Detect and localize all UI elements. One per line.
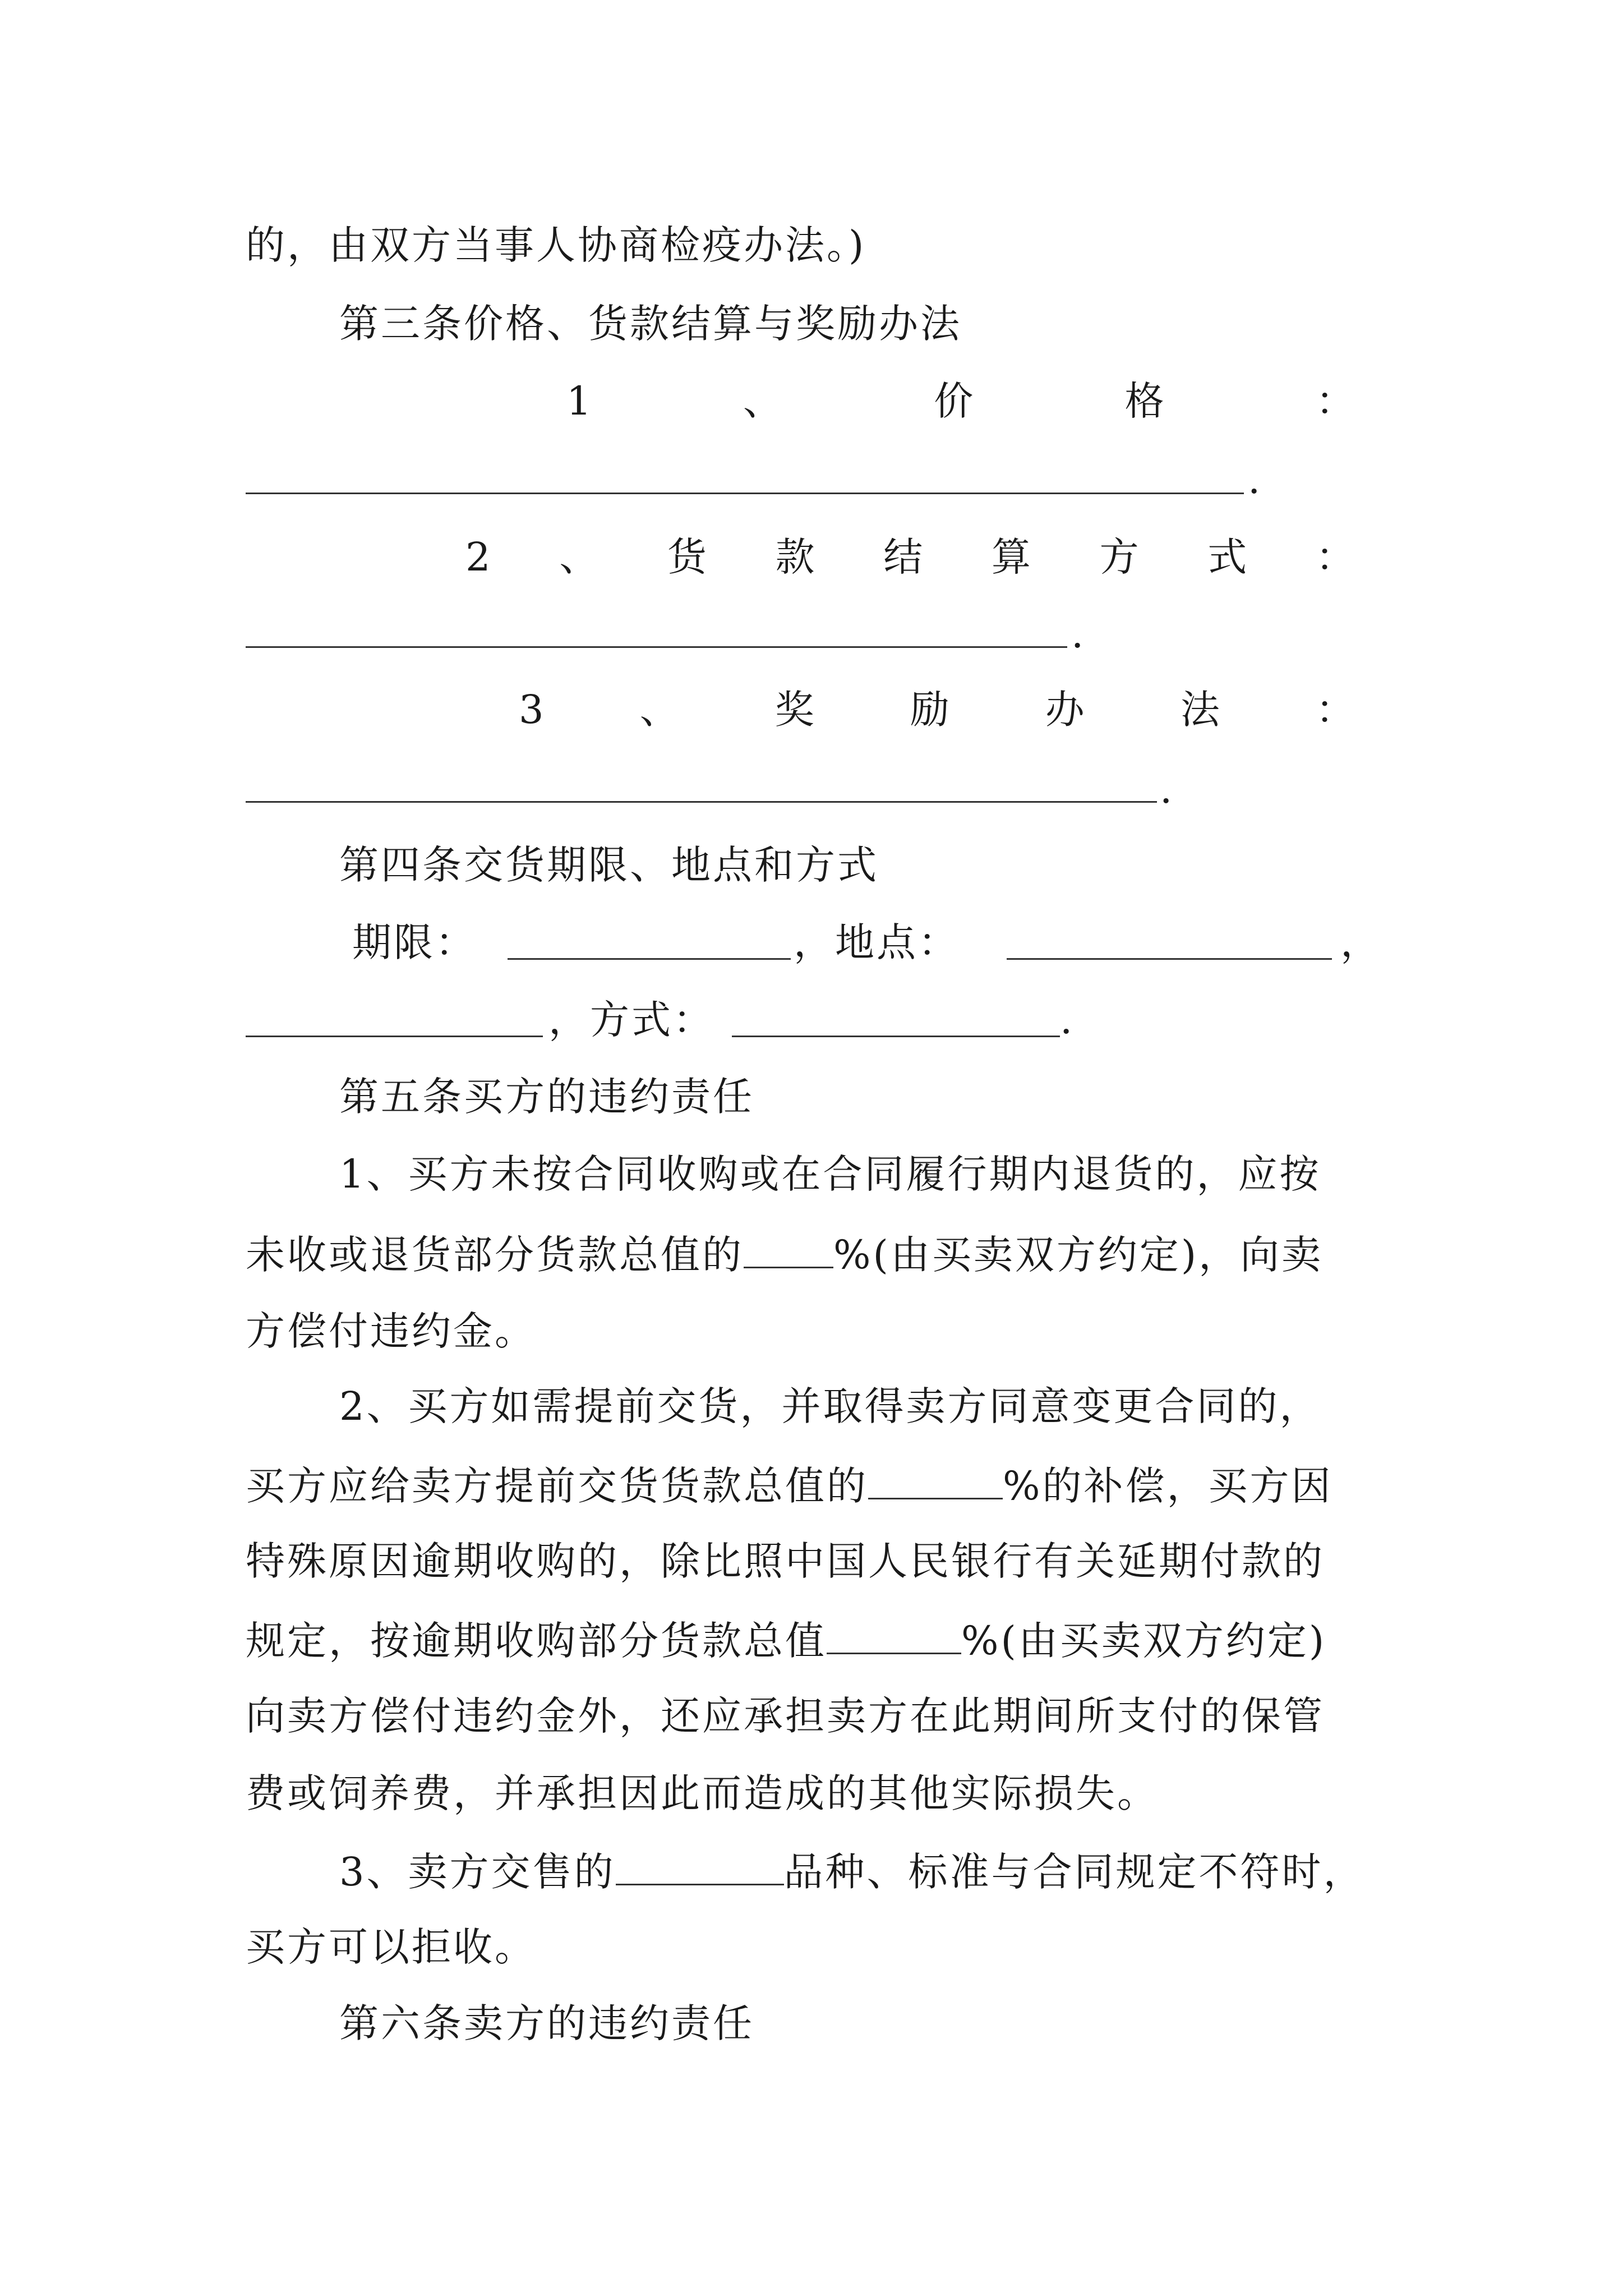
place-label: ，地点： <box>794 919 960 965</box>
overdue-percent-blank[interactable] <box>827 1613 961 1654</box>
text-line: 方偿付违约金。 <box>246 1308 536 1354</box>
text-line: 特殊原因逾期收购的，除比照中国人民银行有关延期付款的 <box>246 1538 1325 1584</box>
text-line: 费或饲养费，并承担因此而造成的其他实际损失。 <box>246 1770 1159 1816</box>
text-seg: %(由买卖双方约定) <box>961 1618 1327 1664</box>
item-char: 方 <box>1099 534 1141 580</box>
item-colon: ： <box>1315 378 1357 424</box>
method-label: ，方式： <box>548 997 714 1043</box>
text-line <box>339 1844 1384 1895</box>
item-sep: 、 <box>639 687 681 733</box>
item-char: 款 <box>775 534 817 580</box>
text-line <box>246 1227 1384 1278</box>
item-number: 3 <box>519 687 546 733</box>
text-line <box>246 1613 1384 1664</box>
article-3-title: 第三条价格、货款结算与奖励办法 <box>339 301 962 347</box>
penalty-percent-blank[interactable] <box>744 1227 833 1268</box>
text-line: 的，由双方当事人协商检疫办法。) <box>246 222 866 268</box>
article-6-title: 第六条卖方的违约责任 <box>339 2000 754 2046</box>
settlement-blank[interactable] <box>246 646 1067 648</box>
compensation-percent-blank[interactable] <box>868 1458 1003 1499</box>
text-seg: %的补偿，买方因 <box>1003 1463 1333 1509</box>
item-char: 励 <box>910 687 952 733</box>
text-line: 买方可以拒收。 <box>246 1924 536 1970</box>
item-char: 算 <box>991 534 1033 580</box>
item-char: 奖 <box>774 687 817 733</box>
text-seg: 3、卖方交售的 <box>339 1849 616 1895</box>
item-number: 1 <box>566 378 594 424</box>
reward-blank[interactable] <box>246 801 1157 803</box>
method-blank[interactable] <box>732 1036 1060 1037</box>
text-seg: %(由买卖双方约定)，向卖 <box>833 1232 1324 1278</box>
item-char: 货 <box>667 534 709 580</box>
end-dot: . <box>1071 611 1084 657</box>
text-line: 1、买方未按合同收购或在合同履行期内退货的，应按 <box>339 1151 1321 1197</box>
period-label: 期限： <box>352 919 477 965</box>
item-char: 式 <box>1207 534 1249 580</box>
item-char: 结 <box>883 534 925 580</box>
item-char: 价 <box>934 378 976 424</box>
reward-label <box>519 684 1357 735</box>
article-4-title: 第四条交货期限、地点和方式 <box>339 842 879 888</box>
item-sep: 、 <box>743 378 785 424</box>
text-seg: 未收或退货部分货款总值的 <box>246 1232 744 1278</box>
text-line: 2、买方如需提前交货，并取得卖方同意变更合同的， <box>339 1383 1321 1429</box>
end-dot: . <box>1248 457 1261 503</box>
text-line <box>246 1458 1384 1509</box>
text-seg: 品种、标准与合同规定不符时， <box>783 1849 1365 1895</box>
item-sep: 、 <box>559 534 601 580</box>
place-blank[interactable] <box>1007 958 1332 960</box>
price-blank[interactable] <box>246 493 1244 494</box>
product-blank[interactable] <box>616 1844 784 1885</box>
place-blank-cont[interactable] <box>246 1036 543 1037</box>
end-dot: . <box>1060 997 1073 1043</box>
settlement-label <box>465 532 1357 582</box>
item-number: 2 <box>465 534 493 580</box>
item-char: 办 <box>1045 687 1087 733</box>
item-char: 法 <box>1180 687 1222 733</box>
comma: ， <box>1340 919 1382 965</box>
end-dot: . <box>1160 766 1173 812</box>
article-5-title: 第五条买方的违约责任 <box>339 1074 754 1120</box>
text-seg: 规定，按逾期收购部分货款总值 <box>246 1618 827 1664</box>
price-label <box>566 376 1357 426</box>
item-char: 格 <box>1124 378 1166 424</box>
item-colon: ： <box>1315 534 1357 580</box>
period-blank[interactable] <box>508 958 791 960</box>
text-line: 向卖方偿付违约金外，还应承担卖方在此期间所支付的保管 <box>246 1693 1325 1739</box>
text-seg: 买方应给卖方提前交货货款总值的 <box>246 1463 868 1509</box>
item-colon: ： <box>1315 687 1357 733</box>
